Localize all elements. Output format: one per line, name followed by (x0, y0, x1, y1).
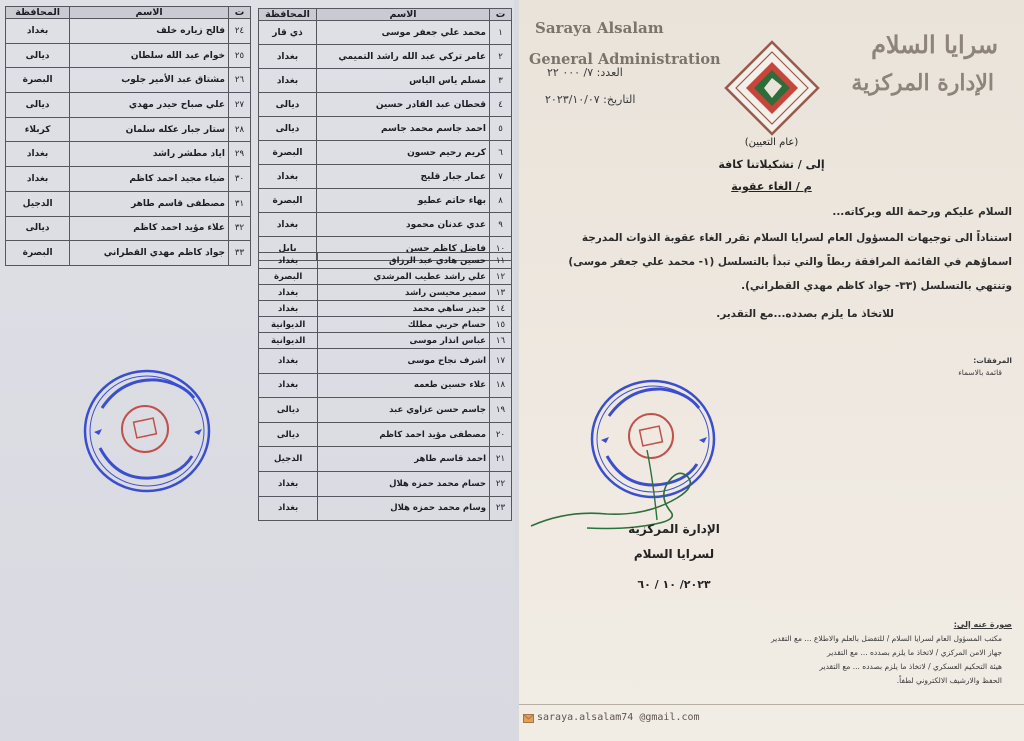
table-row (259, 285, 512, 301)
table-row (6, 93, 251, 118)
table-row (6, 216, 251, 241)
person-name: عباس انذار موسى (318, 333, 490, 349)
person-name: كريم رحيم حسون (317, 141, 490, 165)
person-name: علاء مؤيد احمد كاظم (70, 216, 229, 241)
copy-item-1: مكتب المسؤول العام لسرايا السلام / للتفضل بالعلم والاطلاع ... مع التقدير (771, 634, 1002, 643)
names-table-first (258, 8, 512, 261)
person-name: احمد قاسم طاهر (318, 447, 490, 472)
reference-number: العدد: ٧/ ٠٠٠ ٢٢ (547, 66, 623, 79)
org-subtitle-en: General Administration (529, 51, 721, 68)
person-name: فالح زياره خلف (70, 19, 229, 44)
row-number: ١٦ (490, 333, 512, 349)
person-name: محمد علي جعفر موسى (317, 21, 490, 45)
governorate: ديالى (259, 422, 318, 447)
col-num-header: ت (229, 7, 251, 19)
person-name: عدي عدنان محمود (317, 213, 490, 237)
person-name: عامر تركي عبد الله راشد التميمي (317, 45, 490, 69)
attachments-label: المرفقات: (973, 356, 1012, 365)
row-number: ٢٢ (490, 471, 512, 496)
signature-date: ٢٠٢٣/ ١٠ / ٦٠ (637, 578, 711, 591)
person-name: اشرف نجاح موسى (318, 349, 490, 374)
mail-icon (523, 714, 534, 723)
table-row (259, 269, 512, 285)
table-row (259, 45, 512, 69)
table-row (259, 165, 512, 189)
person-name: مصطفى قاسم طاهر (70, 191, 229, 216)
table-row (259, 471, 512, 496)
row-number: ٢٨ (229, 117, 251, 142)
row-number: ١٢ (490, 269, 512, 285)
col-gov-header: المحافظة (6, 7, 70, 19)
table-row (259, 317, 512, 333)
governorate: ديالى (6, 93, 70, 118)
copy-item-4: الحفظ والارشيف الالكتروني لطفاً. (896, 676, 1002, 685)
table-row (259, 213, 512, 237)
row-number: ٣٢ (229, 216, 251, 241)
table-row (259, 141, 512, 165)
person-name: بهاء حاتم عطيو (317, 189, 490, 213)
col-name-header: الاسم (317, 9, 490, 21)
row-number: ٢٥ (229, 43, 251, 68)
governorate: بغداد (259, 253, 318, 269)
person-name: احمد جاسم محمد جاسم (317, 117, 490, 141)
governorate: الديوانية (259, 333, 318, 349)
row-number: ١٩ (490, 398, 512, 423)
person-name: حسام محمد حمزه هلال (318, 471, 490, 496)
contact-email: saraya.alsalam74 @gmail.com (537, 712, 700, 723)
governorate: ديالى (6, 43, 70, 68)
row-number: ٩ (490, 213, 512, 237)
table-row (259, 93, 512, 117)
letter-page (519, 0, 1024, 741)
governorate: بغداد (259, 301, 318, 317)
governorate: الدجيل (259, 447, 318, 472)
governorate: بغداد (259, 349, 318, 374)
table-row (259, 253, 512, 269)
copy-item-3: هيئة التحكيم العسكري / لاتخاذ ما يلزم بصدده ... مع التقدير (819, 662, 1002, 671)
row-number: ١٥ (490, 317, 512, 333)
governorate: كربلاء (6, 117, 70, 142)
table-row (259, 373, 512, 398)
person-name: خوام عبد الله سلطان (70, 43, 229, 68)
governorate: بغداد (259, 373, 318, 398)
governorate: بغداد (6, 19, 70, 44)
table-row (259, 21, 512, 45)
table-row (259, 117, 512, 141)
governorate: البصرة (6, 68, 70, 93)
person-name: جاسم حسن عزاوي عبد (318, 398, 490, 423)
governorate: البصرة (6, 241, 70, 266)
person-name: فاضل كاظم حسن (317, 237, 490, 261)
letter-date: التاريخ: ٢٠٢٣/١٠/٠٧ (545, 93, 636, 106)
person-name: قحطان عبد القادر حسين (317, 93, 490, 117)
row-number: ٧ (490, 165, 512, 189)
org-title-ar: سرايا السلام (871, 30, 998, 59)
person-name: عمار جبار قليج (317, 165, 490, 189)
row-number: ٣٣ (229, 241, 251, 266)
table-row (6, 43, 251, 68)
governorate: بغداد (259, 69, 317, 93)
governorate: الديوانية (259, 317, 318, 333)
row-number: ٢٤ (229, 19, 251, 44)
row-number: ١٠ (490, 237, 512, 261)
governorate: بغداد (259, 496, 318, 521)
row-number: ٣١ (229, 191, 251, 216)
names-table-continued (258, 252, 512, 521)
row-number: ١ (490, 21, 512, 45)
row-number: ٣٠ (229, 167, 251, 192)
governorate: الدجيل (6, 191, 70, 216)
org-title-en: Saraya Alsalam (535, 19, 664, 37)
person-name: مسلم ياس الياس (317, 69, 490, 93)
governorate: ذي قار (259, 21, 317, 45)
table-row (6, 19, 251, 44)
row-number: ٢٦ (229, 68, 251, 93)
table-row (6, 117, 251, 142)
governorate: بغداد (259, 213, 317, 237)
person-name: ضياء مجيد احمد كاظم (70, 167, 229, 192)
person-name: اياد مطشر راشد (70, 142, 229, 167)
person-name: جواد كاظم مهدي القطراني (70, 241, 229, 266)
table-row (259, 422, 512, 447)
table-row (6, 241, 251, 266)
copy-to-label: صورة عنه إلى: (953, 620, 1012, 629)
closing-line: للاتخاذ ما يلزم بصدده...مع التقدير. (716, 308, 894, 320)
body-paragraph-2: اسماؤهم في القائمة المرافقة ربطاً والتي تبدأ بالتسلسل (١- محمد علي جعفر موسى) (568, 256, 1012, 268)
col-name-header: الاسم (70, 7, 229, 19)
row-number: ٢٩ (229, 142, 251, 167)
table-row (259, 447, 512, 472)
row-number: ٢٧ (229, 93, 251, 118)
row-number: ١٤ (490, 301, 512, 317)
org-logo-emblem (724, 40, 820, 136)
audience-note: (عام التعيين) (744, 137, 799, 148)
governorate: البصرة (259, 189, 317, 213)
row-number: ٢١ (490, 447, 512, 472)
person-name: علي راشد عطيب المرشدي (318, 269, 490, 285)
table-row (259, 496, 512, 521)
governorate: ديالى (6, 216, 70, 241)
person-name: حيدر ساهي محمد (318, 301, 490, 317)
row-number: ١٧ (490, 349, 512, 374)
body-paragraph-3: وتنتهي بالتسلسل (٣٣- جواد كاظم مهدي القطراني). (741, 280, 1012, 292)
row-number: ٢٣ (490, 496, 512, 521)
person-name: حسام حربي مطلك (318, 317, 490, 333)
table-row (259, 189, 512, 213)
names-table-second (5, 6, 251, 266)
table-row (259, 349, 512, 374)
table-row (6, 167, 251, 192)
greeting: السلام عليكم ورحمة الله وبركاته... (832, 206, 1012, 218)
row-number: ٤ (490, 93, 512, 117)
person-name: حسين هادي عبد الرزاق (318, 253, 490, 269)
person-name: علي صباح حيدر مهدي (70, 93, 229, 118)
official-stamp-left (82, 368, 212, 494)
copy-item-2: جهاز الامن المركزي / لاتخاذ ما يلزم بصدده ... مع التقدير (827, 648, 1002, 657)
row-number: ٦ (490, 141, 512, 165)
signatory-title-1: الإدارة المركزية (628, 522, 720, 536)
governorate: بابل (259, 237, 317, 261)
row-number: ٢٠ (490, 422, 512, 447)
governorate: ديالى (259, 117, 317, 141)
governorate: بغداد (6, 167, 70, 192)
governorate: بغداد (259, 285, 318, 301)
table-row (6, 191, 251, 216)
governorate: بغداد (259, 165, 317, 189)
row-number: ٢ (490, 45, 512, 69)
footer-divider (519, 704, 1024, 705)
table-row (6, 142, 251, 167)
row-number: ١١ (490, 253, 512, 269)
person-name: مشتاق عبد الأمير جلوب (70, 68, 229, 93)
row-number: ١٨ (490, 373, 512, 398)
person-name: ستار جبار عكله سلمان (70, 117, 229, 142)
person-name: سمير محيسن راشد (318, 285, 490, 301)
governorate: بغداد (259, 471, 318, 496)
row-number: ٨ (490, 189, 512, 213)
attachment-item: قائمة بالاسماء (958, 368, 1002, 377)
row-number: ١٣ (490, 285, 512, 301)
row-number: ٣ (490, 69, 512, 93)
table-row (259, 301, 512, 317)
col-num-header: ت (490, 9, 512, 21)
person-name: مصطفى مؤيد احمد كاظم (318, 422, 490, 447)
recipient-line: إلى / تشكيلاتنا كافة (718, 158, 825, 171)
col-gov-header: المحافظة (259, 9, 317, 21)
person-name: وسام محمد حمزه هلال (318, 496, 490, 521)
governorate: ديالى (259, 93, 317, 117)
org-subtitle-ar: الإدارة المركزية (851, 70, 994, 96)
subject-line: م / الغاء عقوبة (731, 180, 812, 193)
governorate: البصرة (259, 141, 317, 165)
body-paragraph-1: استناداً الى توجيهات المسؤول العام لسرايا السلام تقرر الغاء عقوبة الذوات المدرجة (581, 232, 1012, 244)
governorate: بغداد (259, 45, 317, 69)
governorate: ديالى (259, 398, 318, 423)
governorate: بغداد (6, 142, 70, 167)
row-number: ٥ (490, 117, 512, 141)
signatory-title-2: لسرايا السلام (633, 547, 715, 561)
table-row (259, 398, 512, 423)
governorate: البصرة (259, 269, 318, 285)
table-row (259, 333, 512, 349)
table-row (259, 69, 512, 93)
table-row (6, 68, 251, 93)
person-name: علاء حسين طعمه (318, 373, 490, 398)
